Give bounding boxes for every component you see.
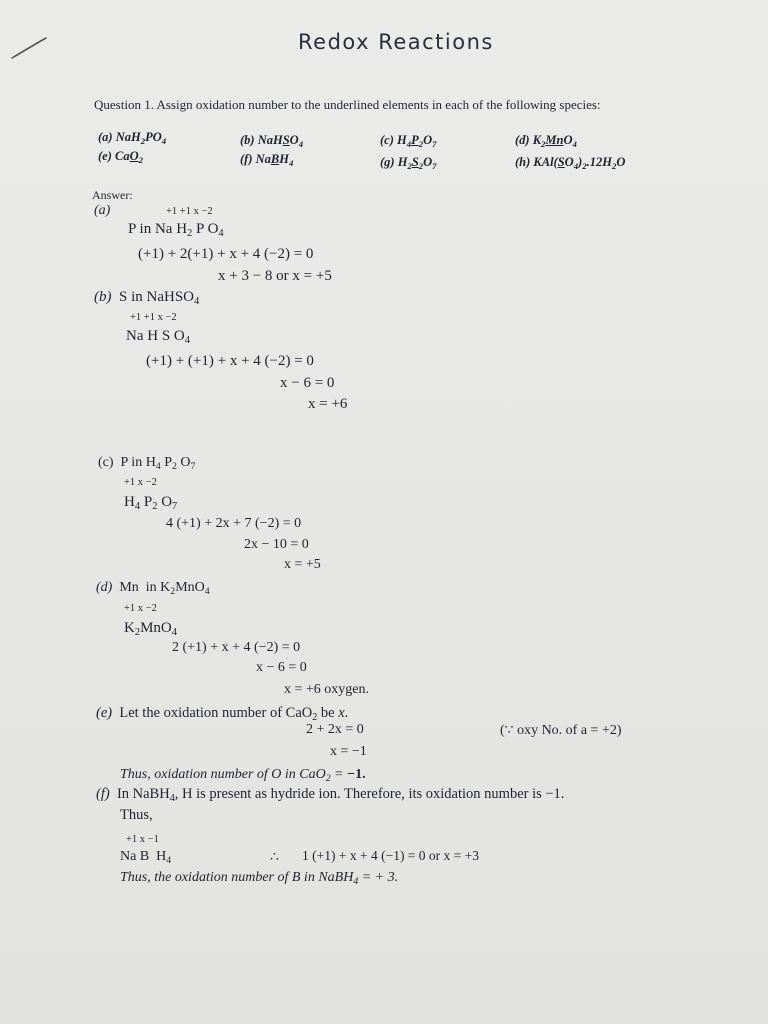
answer-e-equation-1: 2 + 2x = 0 — [306, 722, 364, 737]
answer-f-oxidation-states: +1 x −1 — [126, 834, 159, 845]
answer-c-equation-2: 2x − 10 = 0 — [244, 537, 309, 552]
answer-e-conclusion: Thus, oxidation number of O in CaO$_2$ = −1. — [120, 767, 366, 784]
answer-b-equation-3: x = +6 — [308, 396, 348, 412]
answer-a-equation-1: (+1) + 2(+1) + x + 4 (−2) = 0 — [138, 246, 314, 262]
answer-c-title: (c) P in $H_4$ $P_2$ $O_7$ — [98, 455, 196, 472]
species-d: (d) $K_2MnO_4$ — [515, 133, 577, 149]
species-e: (e) CaO$_2$ — [98, 149, 143, 165]
answer-a-oxidation-states: +1 +1 x −2 — [166, 206, 213, 217]
answer-b-equation-1: (+1) + (+1) + x + 4 (−2) = 0 — [146, 353, 314, 369]
answer-b-oxidation-states: +1 +1 x −2 — [130, 312, 177, 323]
species-c: (c) $H_4P_2O_7$ — [380, 133, 437, 149]
answer-f-conclusion: Thus, the oxidation number of B in NaBH$_4$ = + 3. — [120, 870, 399, 887]
answer-a-equation-2: x + 3 − 8 or x = +5 — [218, 268, 332, 284]
answer-d-species: $K_2MnO_4$ — [124, 620, 178, 638]
answer-d-title: (d) Mn in $K_2MnO_4$ — [96, 580, 210, 597]
answer-b-title: (b) S in NaHSO$_4$ — [94, 289, 200, 307]
species-f: (f) NaBH$_4$ — [240, 152, 294, 168]
species-b: (b) NaHSO$_4$ — [240, 133, 304, 149]
answer-d-equation-1: 2 (+1) + x + 4 (−2) = 0 — [172, 640, 301, 655]
answer-e-equation-2: x = −1 — [330, 744, 367, 759]
page-title: Redox Reactions — [298, 30, 494, 54]
answer-f-line-2: Thus, — [120, 807, 153, 823]
answer-b-species: Na H S $O_4$ — [126, 328, 190, 346]
species-h: (h) $KAl(SO_4)_2.12H_2O$ — [515, 155, 626, 171]
answer-b-equation-2: x − 6 = 0 — [280, 375, 335, 391]
answer-f-species: Na B $H_4$ — [120, 849, 172, 866]
answer-a-label: (a) — [94, 203, 111, 218]
answer-a-species: P in Na $H_2$ P $O_4$ — [128, 221, 224, 239]
answer-d-oxidation-states: +1 x −2 — [124, 603, 157, 614]
answer-c-species: $H_4$ $P_2$ $O_7$ — [124, 494, 178, 512]
answer-f-line-1: (f) In NaBH$_4$, H is present as hydride ion. Therefore, its oxidation number is −1. — [96, 786, 565, 804]
species-a: (a) $NaH_2PO_4$ — [98, 130, 167, 146]
answer-heading: Answer: — [92, 188, 133, 202]
answer-c-equation-1: 4 (+1) + 2x + 7 (−2) = 0 — [166, 516, 302, 531]
answer-d-equation-3: x = +6 oxygen. — [284, 682, 370, 697]
therefore-symbol: ∴ — [270, 850, 279, 865]
question-text: Question 1. Assign oxidation number to the underlined elements in each of the following species: — [94, 97, 601, 112]
answer-d-equation-2: x − 6 = 0 — [256, 660, 307, 675]
pencil-tick-mark — [10, 36, 48, 60]
answer-c-oxidation-states: +1 x −2 — [124, 477, 157, 488]
answer-c-equation-3: x = +5 — [284, 557, 321, 572]
species-g: (g) $H_2S_2O_7$ — [380, 155, 437, 171]
answer-e-intro: (e) Let the oxidation number of CaO$_2$ be x. — [96, 705, 349, 723]
answer-e-note: (∵ oxy No. of a = +2) — [500, 723, 622, 738]
answer-f-equation: 1 (+1) + x + 4 (−1) = 0 or x = +3 — [302, 848, 480, 863]
